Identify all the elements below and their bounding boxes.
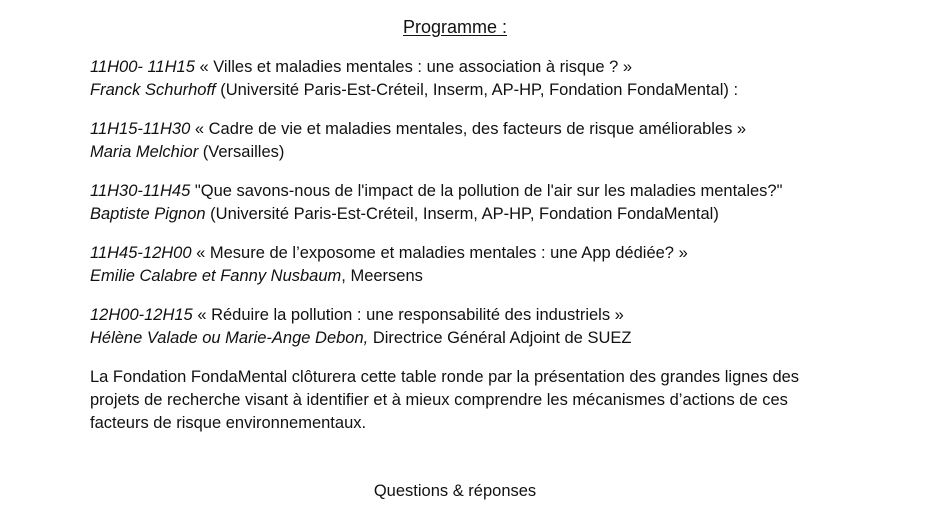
session-item: [90, 242, 820, 288]
session-time: 11H00- 11H15: [90, 58, 195, 76]
session-item: [90, 180, 820, 226]
session-speaker: Baptiste Pignon: [90, 205, 206, 223]
session-title: « Mesure de l’exposome et maladies mentales : une App dédiée? »: [191, 244, 688, 262]
session-affiliation: , Meersens: [341, 267, 423, 285]
closing-paragraph: [90, 366, 820, 435]
session-time: 11H45-12H00: [90, 244, 192, 262]
session-speaker: Franck Schurhoff: [90, 81, 216, 99]
session-title: "Que savons-nous de l'impact de la pollution de l'air sur les maladies mentales?": [190, 182, 783, 200]
session-title: « Villes et maladies mentales : une association à risque ? »: [194, 58, 633, 76]
closing-text: clôturera cette table ronde par la présentation des grandes lignes des projets de recherche visant à identifier et à mieux comprendre les mécanismes d’actions de ces facteurs de risque environnementaux.: [90, 368, 800, 432]
programme-heading: [0, 15, 910, 39]
closing-organisation: La Fondation FondaMental: [90, 368, 288, 386]
session-affiliation: (Versailles): [198, 143, 285, 161]
session-time: 11H15-11H30: [90, 120, 191, 138]
session-speaker: Maria Melchior: [90, 143, 199, 161]
session-speaker: Hélène Valade ou Marie-Ange Debon,: [90, 329, 369, 347]
session-item: [90, 56, 820, 102]
session-title: « Cadre de vie et maladies mentales, des facteurs de risque améliorables »: [190, 120, 747, 138]
session-time: 11H30-11H45: [90, 182, 191, 200]
programme-heading-text: Programme :: [402, 17, 508, 37]
session-title: « Réduire la pollution : une responsabilité des industriels »: [192, 306, 624, 324]
session-affiliation: (Université Paris-Est-Créteil, Inserm, AP-HP, Fondation FondaMental) :: [215, 81, 739, 99]
session-affiliation: (Université Paris-Est-Créteil, Inserm, AP-HP, Fondation FondaMental): [205, 205, 719, 223]
session-item: [90, 118, 820, 164]
session-item: [90, 304, 820, 350]
session-time: 12H00-12H15: [90, 306, 193, 324]
questions-footer: Questions & réponses: [373, 482, 537, 500]
session-speaker: Emilie Calabre et Fanny Nusbaum: [90, 267, 342, 285]
programme-body: [90, 56, 820, 435]
session-affiliation: Directrice Général Adjoint de SUEZ: [368, 329, 632, 347]
